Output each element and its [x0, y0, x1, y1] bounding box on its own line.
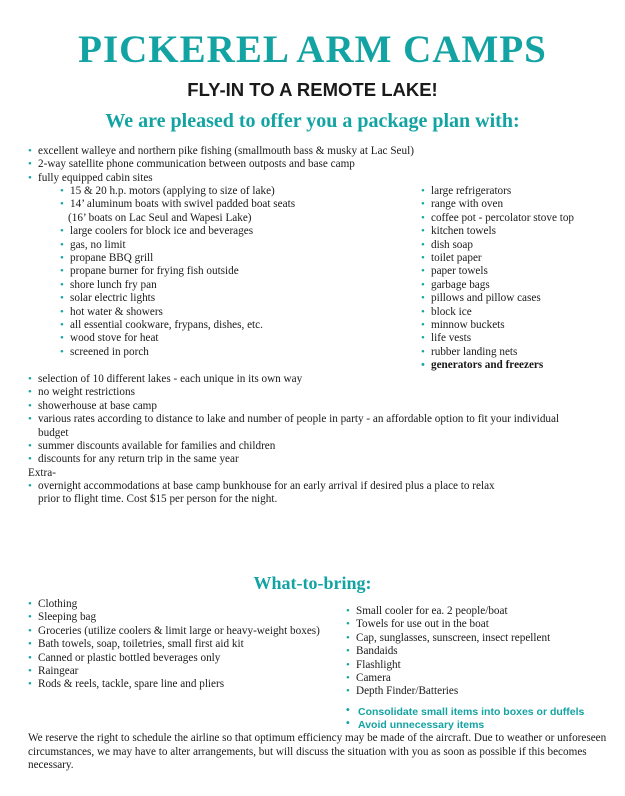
bullet-icon: •	[60, 238, 64, 251]
bullet-icon: •	[28, 624, 32, 637]
list-item: • large coolers for block ice and beverages	[60, 225, 254, 238]
list-item: • garbage bags	[421, 278, 490, 291]
bullet-icon: •	[60, 185, 64, 197]
list-item: • propane burner for frying fish outside	[60, 265, 239, 278]
list-item: • minnow buckets	[421, 319, 505, 332]
bullet-icon: •	[346, 658, 350, 671]
list-item: • Rods & reels, tackle, spare line and pliers	[28, 678, 225, 691]
list-item: • screened in porch	[60, 345, 149, 358]
bullet-icon: •	[421, 319, 425, 332]
list-item: • Bath towels, soap, toiletries, small first aid kit	[28, 638, 244, 651]
list-item: • Small cooler for ea. 2 people/boat	[346, 605, 508, 617]
list-item: • fully equipped cabin sites	[28, 171, 153, 184]
extra-label: Extra-	[28, 467, 56, 479]
list-item: • propane BBQ grill	[60, 252, 154, 265]
list-item: • gas, no limit	[60, 238, 126, 251]
list-item: • wood stove for heat	[60, 332, 159, 345]
bullet-icon: •	[60, 278, 64, 291]
bullet-icon: •	[28, 638, 32, 651]
bullet-icon: •	[60, 225, 64, 238]
bullet-icon: •	[421, 185, 425, 197]
bullet-icon: •	[421, 225, 425, 238]
bullet-icon: •	[28, 158, 32, 171]
list-item: • Depth Finder/Batteries	[346, 685, 459, 698]
list-item: • excellent walleye and northern pike fishing (smallmouth bass & musky at Lac Seul)	[28, 145, 414, 157]
bullet-icon: •	[28, 480, 32, 492]
list-item: • life vests	[421, 332, 472, 345]
boats-note: (16’ boats on Lac Seul and Wapesi Lake)	[68, 211, 252, 224]
bullet-icon: •	[60, 265, 64, 278]
bullet-icon: •	[346, 685, 350, 698]
list-item: • dish soap	[421, 238, 473, 251]
bullet-icon: •	[28, 598, 32, 610]
list-item: • Avoid unnecessary items	[346, 717, 485, 732]
bullet-icon: •	[28, 440, 32, 453]
list-item: • pillows and pillow cases	[421, 292, 541, 305]
bullet-icon: •	[421, 238, 425, 251]
list-item: • hot water & showers	[60, 305, 163, 318]
bullet-icon: •	[60, 319, 64, 332]
bullet-icon: •	[28, 399, 32, 412]
bullet-icon: •	[421, 359, 425, 372]
bullet-icon: •	[28, 386, 32, 399]
list-item: • range with oven	[421, 198, 504, 211]
bullet-icon: •	[421, 292, 425, 305]
bullet-icon: •	[28, 665, 32, 678]
bullet-icon: •	[346, 645, 350, 658]
page-title: PICKEREL ARM CAMPS	[78, 28, 547, 71]
list-item: • paper towels	[421, 265, 488, 278]
list-item	[60, 212, 295, 225]
list-item: • solar electric lights	[60, 292, 156, 305]
bullet-icon: •	[28, 171, 32, 184]
bullet-icon: •	[28, 373, 32, 385]
list-item: • Flashlight	[346, 658, 401, 671]
list-item: • no weight restrictions	[28, 386, 135, 399]
list-item: • showerhouse at base camp	[28, 399, 157, 412]
list-item: • Consolidate small items into boxes or duffels	[346, 704, 585, 718]
list-item: prior to flight time. Cost $15 per person for the night.	[38, 493, 278, 506]
list-item: • Cap, sunglasses, sunscreen, insect repellent	[346, 631, 551, 644]
list-item: • all essential cookware, frypans, dishes, etc.	[60, 319, 263, 332]
bullet-icon: •	[346, 618, 350, 631]
page-subtitle: FLY-IN TO A REMOTE LAKE!	[187, 79, 438, 100]
bullet-icon: •	[346, 717, 350, 730]
bring-notes	[344, 706, 584, 733]
bullet-icon: •	[421, 252, 425, 265]
list-item: • Towels for use out in the boat	[346, 618, 489, 631]
list-item: • coffee pot - percolator stove top	[421, 211, 575, 224]
package-top-list	[28, 145, 414, 185]
list-item: • block ice	[421, 305, 472, 318]
list-item: • kitchen towels	[421, 225, 496, 238]
list-item: • Raingear	[28, 665, 79, 678]
list-item: • discounts for any return trip in the same year	[28, 453, 239, 466]
list-item: • Camera	[346, 672, 391, 685]
bullet-icon: •	[421, 332, 425, 345]
package-bottom-list	[28, 373, 568, 467]
bullet-icon: •	[28, 651, 32, 664]
bullet-icon: •	[421, 278, 425, 291]
list-item: • 14’ aluminum boats with swivel padded boat seats	[60, 198, 296, 211]
list-item: • generators and freezers	[421, 359, 544, 372]
bring-left-list	[28, 598, 320, 692]
list-item: • selection of 10 different lakes - each unique in its own way	[28, 373, 303, 385]
bullet-icon: •	[421, 198, 425, 211]
list-item: • various rates according to distance to lake and number of people in party - an affordable option to fit your individual budget	[28, 413, 560, 439]
bullet-icon: •	[28, 678, 32, 691]
bullet-icon: •	[60, 305, 64, 318]
list-item: • overnight accommodations at base camp bunkhouse for an early arrival if desired plus a place to relax	[28, 480, 495, 492]
bullet-icon: •	[60, 345, 64, 358]
bullet-icon: •	[28, 145, 32, 157]
bullet-icon: •	[421, 345, 425, 358]
footer-notice: We reserve the right to schedule the airline so that optimum efficiency may be made of the aircraft. Due to weather or unforeseen circumstances, we may have to alter arrangements, but will discuss the situation with you as soon as possible if this becomes necessary.	[28, 732, 607, 772]
bullet-icon: •	[60, 292, 64, 305]
cabin-right-list	[421, 185, 574, 373]
list-item: • Groceries (utilize coolers & limit large or heavy-weight boxes)	[28, 624, 320, 637]
list-item: • Bandaids	[346, 645, 398, 658]
bullet-icon: •	[28, 453, 32, 466]
list-item: • shore lunch fry pan	[60, 278, 157, 291]
bullet-icon: •	[346, 631, 350, 644]
list-item: • 15 & 20 h.p. motors (applying to size of lake)	[60, 185, 275, 197]
extra-list	[28, 480, 495, 507]
list-item: • Sleeping bag	[28, 611, 97, 624]
bullet-icon: •	[421, 211, 425, 224]
list-item: • Canned or plastic bottled beverages only	[28, 651, 221, 664]
bullet-icon: •	[60, 198, 64, 211]
list-item: • Clothing	[28, 598, 78, 610]
bullet-icon: •	[421, 305, 425, 318]
list-item: • 2-way satellite phone communication between outposts and base camp	[28, 158, 355, 171]
offer-heading: We are pleased to offer you a package plan with:	[105, 110, 520, 132]
bullet-icon: •	[60, 332, 64, 345]
list-item: • toilet paper	[421, 252, 482, 265]
bullet-icon: •	[28, 413, 32, 426]
bullet-icon: •	[28, 611, 32, 624]
bullet-icon: •	[346, 704, 350, 716]
bullet-icon: •	[60, 252, 64, 265]
list-item: • large refrigerators	[421, 185, 512, 197]
cabin-left-list	[60, 185, 295, 359]
list-item: • rubber landing nets	[421, 345, 518, 358]
bring-right-list	[346, 605, 550, 699]
what-to-bring-heading: What-to-bring:	[253, 573, 372, 593]
bullet-icon: •	[421, 265, 425, 278]
bullet-icon: •	[346, 672, 350, 685]
list-item: • summer discounts available for families and children	[28, 440, 276, 453]
bullet-icon: •	[346, 605, 350, 617]
